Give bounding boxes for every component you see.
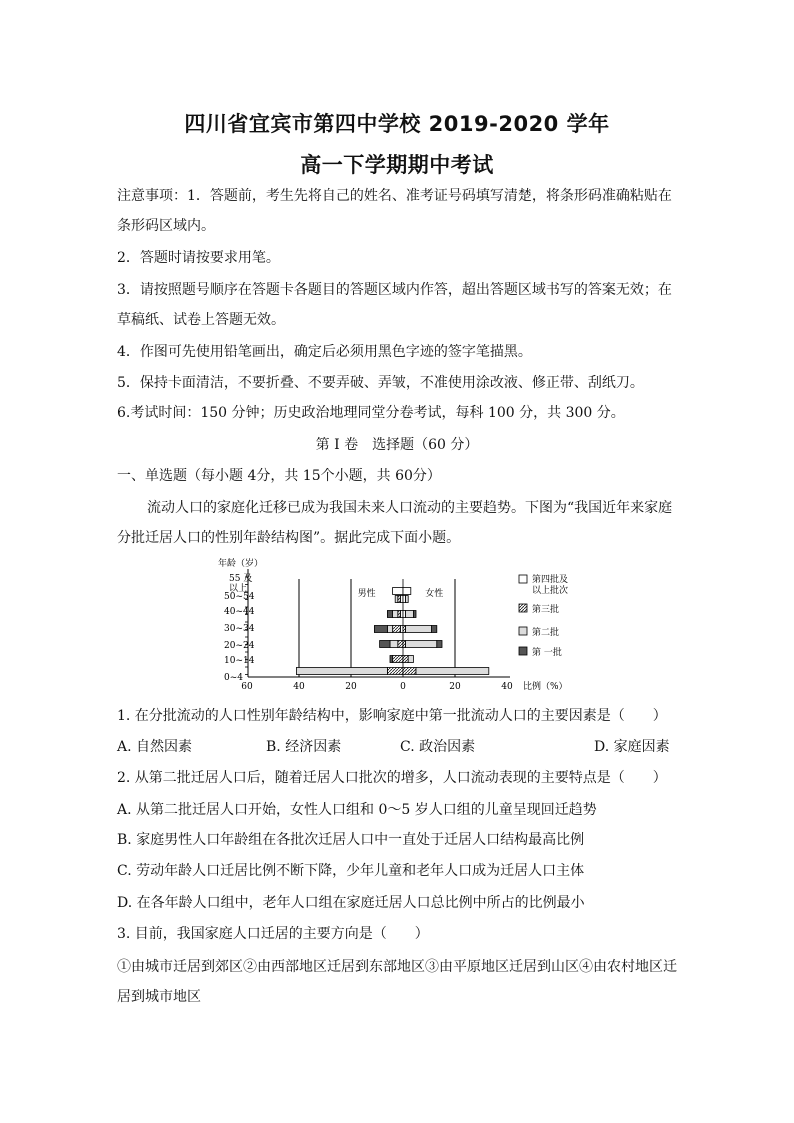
intro-text: 流动人口的家庭化迁移已成为我国未来人口流动的主要趋势。下图为“我国近年来家庭 bbox=[147, 500, 673, 516]
q1-option-a[interactable]: A. 自然因素 bbox=[117, 739, 193, 755]
q2-option-d[interactable]: D. 在各年龄人口组中，老年人口组在家庭迁居人口总比例中所占的比例最小 bbox=[117, 895, 585, 911]
q2-option-c[interactable]: C. 劳动年龄人口迁居比例不断下降，少年儿童和老年人口成为迁居人口主体 bbox=[117, 863, 585, 879]
q1-option-b[interactable]: B. 经济因素 bbox=[266, 739, 342, 755]
bar-female bbox=[406, 641, 437, 648]
bar-female bbox=[437, 641, 442, 648]
bar-male bbox=[374, 626, 387, 633]
bar-female bbox=[403, 656, 408, 663]
bar-male bbox=[387, 611, 392, 618]
legend-swatch bbox=[519, 647, 527, 655]
age-tick-label: 0~4 bbox=[224, 673, 243, 683]
legend-swatch bbox=[519, 575, 527, 583]
bar-male bbox=[393, 588, 403, 595]
legend-swatch bbox=[519, 627, 527, 635]
intro-text: 分批迁居人口的性别年龄结构图”。据此完成下面小题。 bbox=[117, 530, 461, 546]
bar-male bbox=[390, 656, 393, 663]
bar-female bbox=[416, 668, 489, 675]
bar-male bbox=[380, 641, 390, 648]
population-pyramid-chart bbox=[215, 555, 590, 695]
male-label: 男性 bbox=[357, 589, 376, 599]
age-tick-label: 40~44 bbox=[224, 607, 255, 617]
exam-title: 四川省宜宾市第四中学校 2019-2020 学年 bbox=[184, 112, 610, 136]
bar-male bbox=[390, 641, 398, 648]
note-line: 5．保持卡面清洁，不要折叠、不要弄破、弄皱，不准使用涂改液、修正带、刮纸刀。 bbox=[117, 375, 644, 391]
x-tick-label: 20 bbox=[449, 682, 461, 692]
age-tick-label: 55 及 bbox=[229, 574, 253, 584]
bar-male bbox=[395, 596, 398, 603]
bar-male bbox=[398, 641, 403, 648]
note-line: 4．作图可先使用铅笔画出，确定后必须用黑色字迹的签字笔描黑。 bbox=[117, 344, 532, 360]
question-2: 2. 从第二批迁居人口后，随着迁居人口批次的增多，人口流动表现的主要特点是（ ） bbox=[117, 770, 667, 786]
bar-female bbox=[413, 611, 416, 618]
q2-option-b[interactable]: B. 家庭男性人口年龄组在各批次迁居人口中一直处于迁居人口结构最高比例 bbox=[117, 832, 585, 848]
bar-male bbox=[393, 611, 398, 618]
note-line: 6.考试时间：150 分钟；历史政治地理同堂分卷考试，每科 100 分，共 300 分。 bbox=[117, 405, 625, 421]
bar-male bbox=[387, 626, 392, 633]
legend-label: 第 一批 bbox=[532, 648, 562, 658]
q1-option-d[interactable]: D. 家庭因素 bbox=[594, 739, 670, 755]
legend-swatch bbox=[519, 604, 527, 612]
bar-female bbox=[432, 626, 437, 633]
note-line: 3．请按照题号顺序在答题卡各题目的答题区域内作答，超出答题区域书写的答案无效；在 bbox=[117, 282, 672, 298]
bar-female bbox=[406, 611, 414, 618]
x-tick-label: 20 bbox=[345, 682, 357, 692]
age-tick-label: 10~14 bbox=[224, 656, 255, 666]
question-3: 3. 目前，我国家庭人口迁居的主要方向是（ ） bbox=[117, 926, 429, 942]
x-tick-label: 40 bbox=[293, 682, 305, 692]
legend-label: 第三批 bbox=[532, 605, 560, 615]
legend-label: 以上批次 bbox=[532, 586, 569, 596]
bar-female bbox=[406, 596, 409, 603]
q2-option-a[interactable]: A. 从第二批迁居人口开始，女性人口组和 0～5 岁人口组的儿童呈现回迁趋势 bbox=[117, 802, 597, 818]
exam-subtitle: 高一下学期期中考试 bbox=[300, 153, 494, 177]
age-tick-label: 30~34 bbox=[224, 624, 255, 634]
note-line: 2．答题时请按要求用笔。 bbox=[117, 250, 280, 266]
x-tick-label: 0 bbox=[400, 682, 406, 692]
q3-choices: ①由城市迁居到郊区②由西部地区迁居到东部地区③由平原地区迁居到山区④由农村地区迁 bbox=[117, 959, 677, 975]
note-line: 草稿纸、试卷上答题无效。 bbox=[117, 312, 285, 328]
x-axis-title: 比例（%） bbox=[523, 682, 568, 692]
legend-label: 第二批 bbox=[532, 628, 560, 638]
question-1: 1. 在分批流动的人口性别年龄结构中，影响家庭中第一批流动人口的主要因素是（ ） bbox=[117, 708, 667, 724]
q3-choices: 居到城市地区 bbox=[117, 989, 201, 1005]
bar-male bbox=[387, 668, 403, 675]
female-label: 女性 bbox=[425, 589, 444, 599]
bar-female bbox=[406, 626, 432, 633]
age-tick-label: 20~24 bbox=[224, 641, 255, 651]
bar-male bbox=[393, 626, 401, 633]
bar-female bbox=[403, 588, 411, 595]
bar-female bbox=[408, 656, 413, 663]
bar-male bbox=[393, 656, 403, 663]
q1-option-c[interactable]: C. 政治因素 bbox=[400, 739, 476, 755]
section-title: 第 I 卷 选择题（60 分） bbox=[315, 437, 479, 453]
x-tick-label: 40 bbox=[501, 682, 513, 692]
part-title: 一、单选题（每小题 4分，共 15个小题，共 60分） bbox=[117, 468, 441, 484]
legend-label: 第四批及 bbox=[532, 575, 569, 585]
bar-female bbox=[403, 668, 416, 675]
y-axis-title: 年龄（岁） bbox=[218, 559, 264, 569]
age-tick-label: 以上 bbox=[229, 584, 248, 594]
x-tick-label: 60 bbox=[241, 682, 253, 692]
note-line: 条形码区域内。 bbox=[117, 218, 215, 234]
note-line: 注意事项：1．答题前，考生先将自己的姓名、准考证号码填写清楚，将条形码准确粘贴在 bbox=[117, 188, 672, 204]
age-tick-label: 50~54 bbox=[224, 592, 255, 602]
bar-male bbox=[296, 668, 387, 675]
